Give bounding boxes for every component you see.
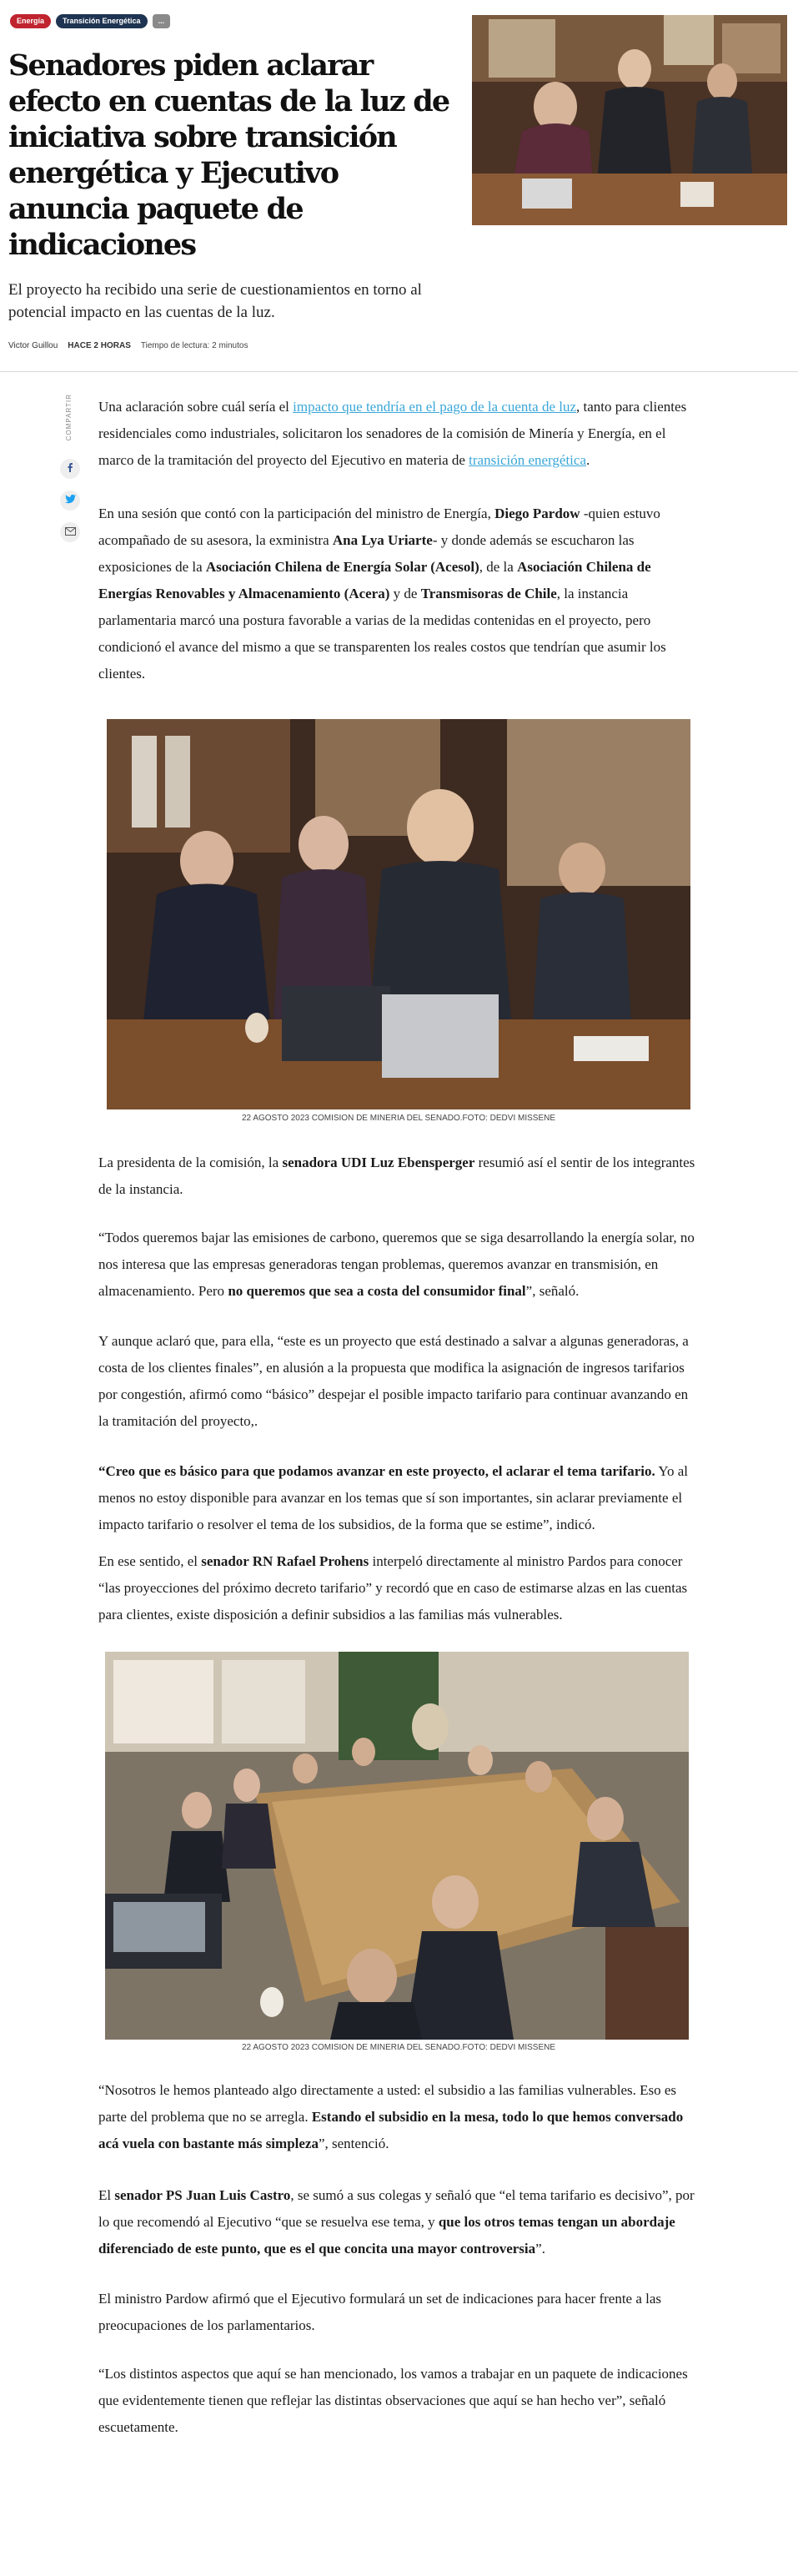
article-header	[0, 0, 798, 372]
text: ”.	[535, 2241, 545, 2257]
text: resumió así el sentir de los integrantes de la instancia.	[98, 1155, 695, 1197]
article-photo-2	[105, 1652, 689, 2040]
text: “Todos queremos bajar las emisiones de carbono, queremos que se siga desarrollando la energía solar, no nos interesa que las empresas generadoras tengan problemas, queremos avanzar en transmisión, en almacenamiento. Pero	[98, 1230, 695, 1299]
text: -quien estuvo acompañado de su asesora, la exministra	[98, 506, 660, 548]
text: , se sumó a sus colegas y señaló que “el tema tarifario es decisivo”, por lo que recomendó al Ejecutivo “que se resuelva ese tema, y	[98, 2187, 695, 2230]
facebook-share-button[interactable]	[60, 459, 80, 479]
byline	[8, 341, 248, 350]
text: El ministro Pardow afirmó que el Ejecutivo formulará un set de indicaciones para hacer frente a las preocupaciones de los parlamentarios.	[98, 2291, 662, 2333]
article-photo-1	[107, 719, 690, 1109]
headline: Senadores piden aclarar efecto en cuentas de la luz de iniciativa sobre transición energética y Ejecutivo anuncia paquete de indicaciones	[8, 48, 449, 262]
bold-text: Estando el subsidio en la mesa, todo lo que hemos conversado acá vuela con bastante más simpleza	[98, 2109, 684, 2151]
bold-text: “Creo que es básico para que podamos avanzar en este proyecto, el aclarar el tema tarifario.	[98, 1463, 655, 1479]
bold-text: Transmisoras de Chile	[420, 586, 557, 601]
text: Y aunque aclaró que, para ella, “este es un proyecto que está destinado a salvar a algunas generadoras, a costa de los clientes finales”, en alusión a la propuesta que modifica la asignación de ingresos tarifarios por congestión, afirmó como “básico” despejar el posible impacto tarifario para continuar avanzando en la tramitación del proyecto,.	[98, 1333, 689, 1429]
tag-more-button[interactable]: ...	[153, 14, 171, 28]
paragraph-4	[98, 1225, 699, 1305]
paragraph-5	[98, 1328, 699, 1435]
tag-list	[10, 14, 170, 28]
bold-text: senador RN Rafael Prohens	[201, 1553, 369, 1569]
text: - y donde además se escucharon las exposiciones de la	[98, 532, 635, 575]
paragraph-9	[98, 2182, 699, 2262]
paragraph-11	[98, 2361, 699, 2441]
bold-text: Asociación Chilena de Energía Solar (Acesol)	[205, 559, 479, 575]
text: La presidenta de la comisión, la	[98, 1155, 283, 1170]
photo-caption-2: 22 AGOSTO 2023 COMISION DE MINERIA DEL SENADO.FOTO: DEDVI MISSENE	[241, 2043, 556, 2052]
text: , la instancia parlamentaria marcó una postura favorable a varias de la medidas contenidas en el proyecto, pero condicionó el avance del mismo a que se transparenten los reales costos que tendrían que asumir los clientes.	[98, 586, 666, 682]
text: ”, sentenció.	[318, 2136, 389, 2151]
text: y de	[389, 586, 421, 601]
reading-time: Tiempo de lectura: 2 minutos	[140, 341, 248, 350]
facebook-icon	[65, 461, 75, 476]
tag-energia[interactable]: Energía	[10, 14, 51, 28]
paragraph-6	[98, 1458, 699, 1538]
bold-text: senadora UDI Luz Ebensperger	[282, 1155, 475, 1170]
bold-text: Diego Pardow	[494, 506, 580, 521]
text: , tanto para clientes residenciales como industriales, solicitaron los senadores de la comisión de Minería y Energía, en el marco de la tramitación del proyecto del Ejecutivo en materia de	[98, 399, 687, 468]
link-impacto-cuenta-luz[interactable]: impacto que tendría en el pago de la cuenta de luz	[293, 399, 577, 415]
hero-image	[472, 15, 787, 225]
tag-transicion-energetica[interactable]: Transición Energética	[56, 14, 148, 28]
bold-text: senador PS Juan Luis Castro	[114, 2187, 291, 2203]
text: “Los distintos aspectos que aquí se han mencionado, los vamos a trabajar en un paquete de indicaciones que evidentemente tienen que reflejar las distintas observaciones que aquí se han hecho ver”, señaló escuetamente.	[98, 2366, 688, 2435]
text: En una sesión que contó con la participación del ministro de Energía,	[98, 506, 495, 521]
twitter-share-button[interactable]	[60, 491, 80, 511]
bold-text: no queremos que sea a costa del consumidor final	[228, 1283, 526, 1299]
share-label: COMPARTIR	[65, 394, 73, 441]
text: En ese sentido, el	[98, 1553, 202, 1569]
paragraph-1	[98, 394, 699, 474]
text: interpeló directamente al ministro Pardos para conocer “las proyecciones del próximo decreto tarifario” y recordó que en caso de estimarse alzas en las cuentas para clientes, existe disposición a definir subsidios a las familias más vulnerables.	[98, 1553, 688, 1623]
photo-caption-1: 22 AGOSTO 2023 COMISION DE MINERIA DEL SENADO.FOTO: DEDVI MISSENE	[241, 1114, 556, 1123]
bold-text: que los otros temas tengan un abordaje diferenciado de este punto, que es el que concita una mayor controversia	[98, 2214, 675, 2257]
text: .	[586, 452, 590, 468]
text: El	[98, 2187, 115, 2203]
paragraph-3	[98, 1150, 699, 1203]
paragraph-7	[98, 1548, 699, 1628]
publish-time: HACE 2 HORAS	[68, 341, 131, 350]
text: “Nosotros le hemos planteado algo directamente a usted: el subsidio a las familias vulnerables. Eso es parte del problema que no se arregla.	[98, 2082, 677, 2125]
email-icon	[65, 525, 76, 540]
text: , de la	[479, 559, 518, 575]
paragraph-10	[98, 2286, 699, 2339]
author-link[interactable]: Victor Guillou	[8, 341, 58, 350]
twitter-icon	[65, 493, 76, 508]
text: ”, señaló.	[525, 1283, 580, 1299]
paragraph-8	[98, 2077, 699, 2157]
dek: El proyecto ha recibido una serie de cuestionamientos en torno al potencial impacto en las cuentas de la luz.	[8, 281, 422, 321]
text: Una aclaración sobre cuál sería el	[98, 399, 294, 415]
link-transicion-energetica[interactable]: transición energética	[469, 452, 586, 468]
bold-text: Asociación Chilena de Energías Renovables y Almacenamiento (Acera)	[98, 559, 651, 601]
text: Yo al menos no estoy disponible para avanzar en los temas que sí son importantes, sin aclarar previamente el impacto tarifario o resolver el tema de los subsidios, de la forma que se estime”, indicó.	[98, 1463, 688, 1532]
paragraph-2	[98, 501, 699, 687]
article-body	[98, 394, 699, 2441]
bold-text: Ana Lya Uriarte	[332, 532, 433, 548]
email-share-button[interactable]	[60, 522, 80, 542]
